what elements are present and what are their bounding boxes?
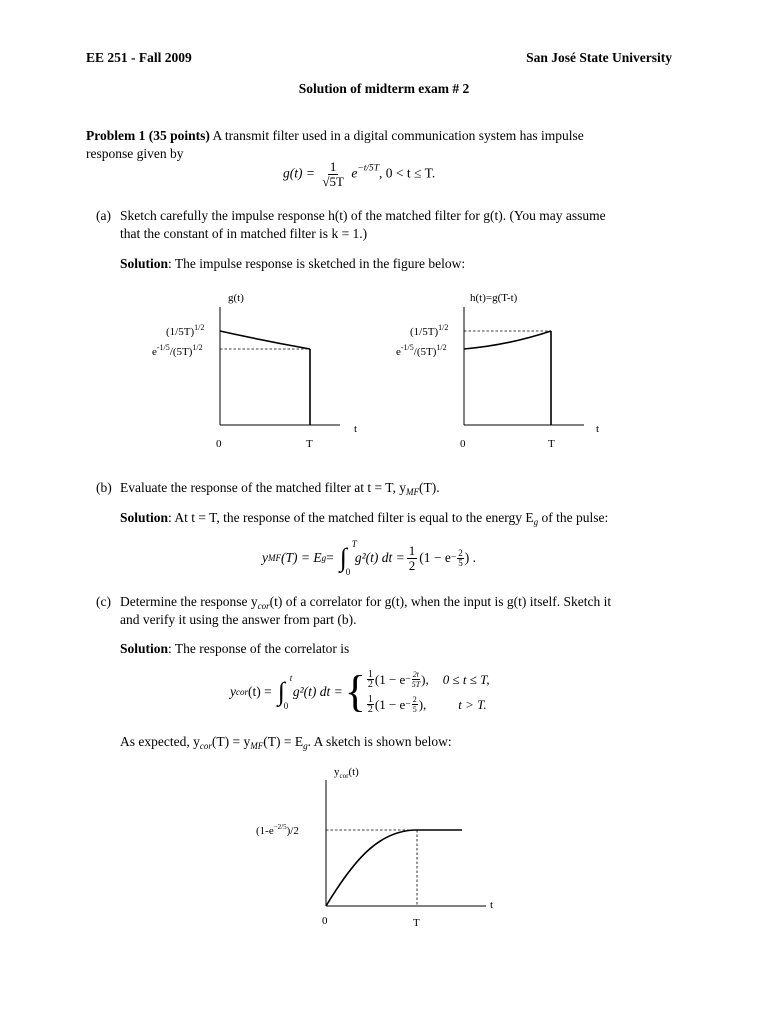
part-c-solution: Solution: The response of the correlator is [120,641,350,656]
h-lo-label: $e^{-1/5}/(5T)^{1/2}$ [396,343,447,358]
page-title: Solution of midterm exam # 2 [298,81,470,96]
h-x-label: t [596,423,600,435]
g-x-label: t [354,423,358,435]
part-a-solution: Solution: The impulse response is sketched in the figure below: [120,256,466,271]
h-curve [464,331,551,349]
part-b-line1: Evaluate the response of the matched filter at t = T, $y_{MF}(T)$. [120,480,440,497]
course-label: EE 251 - Fall 2009 [86,50,192,65]
g-lo-label: $e^{-1/5}/(5T)^{1/2}$ [152,343,203,358]
part-c-line1: Determine the response $y_{cor}(t)$ of a correlator for g(t), when the input is g(t) itself. Sketch it [120,594,612,611]
h-tick-0: 0 [460,438,466,450]
ycor-tick-T: T [413,917,420,929]
part-a-line1: Sketch carefully the impulse response h(t) of the matched filter for g(t). (You may assume [120,208,606,223]
g-hi-label: $(1/5T)^{1/2}$ [166,323,205,338]
case-2: $\frac{1}{2}$ (1 − e − $\frac{2}{5}$ ), t > T. [367,694,487,715]
ycor-tick-0: 0 [322,915,328,927]
case-1: $\frac{1}{2}$ (1 − e − $\frac{2t}{5T}$ ), 0 ≤ t ≤ T, [367,669,490,690]
g-tick-0: 0 [216,438,222,450]
part-a-marker: (a) [96,208,111,223]
plot-ycor [230,758,520,938]
part-b-marker: (b) [96,480,112,495]
part-c-marker: (c) [96,594,111,609]
equation-ymf: y MF (T) = E g = ∫ T 0 g²(t) dt = $\frac{1}{2}$ (1 − e − $\frac{2}{5}$ ) . [262,539,476,577]
part-c-expected: As expected, $y_{cor}(T) = y_{MF}(T) = E_g$. A sketch is shown below: [120,734,452,751]
h-hi-label: $(1/5T)^{1/2}$ [410,323,449,338]
part-a-line2: that the constant of in matched filter is k = 1.) [120,226,368,241]
h-y-label: h(t)=g(T-t) [470,292,518,304]
ycor-x-label: t [490,899,494,911]
problem-1-intro: Problem 1 (35 points) A transmit filter used in a digital communication system has impulse [86,128,584,143]
equation-ycor: y cor (t) = ∫ t 0 g²(t) dt = { $\frac{1}{2}$ (1 − e − $\frac{2t}{5T}$ ), 0 ≤ t ≤ T, $\frac{1}{2}$ (1 − e − $\frac{2}{5}$ ), t > T. [230,667,490,716]
ycor-y-label: $y_{cor}(t)$ [334,766,359,780]
plot-g [140,285,370,455]
g-curve [220,331,310,349]
ycor-level-label: $(1-e^{-2/5})/2$ [256,823,299,837]
problem-1-intro-line2: response given by [86,146,184,161]
problem-label: Problem 1 (35 points) [86,128,210,143]
part-c-line2: and verify it using the answer from part (b). [120,612,357,627]
g-tick-T: T [306,438,313,450]
h-tick-T: T [548,438,555,450]
part-b-solution: Solution: At t = T, the response of the matched filter is equal to the energy $E_g$ of the pulse: [120,510,609,527]
ycor-curve [326,830,462,906]
university-label: San José State University [526,50,672,65]
g-y-label: g(t) [228,292,244,304]
equation-g: g(t) = $\frac{1}{√5T}$ $e^{-t/5T}$, 0 < t ≤ T. [283,159,436,189]
plot-h [384,285,614,455]
